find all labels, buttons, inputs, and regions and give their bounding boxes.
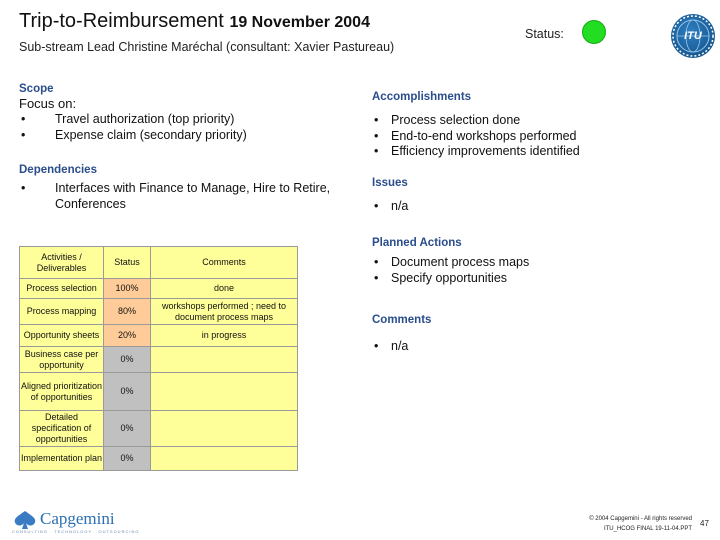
status-table: [19, 246, 298, 471]
comments-heading: Comments: [372, 314, 432, 326]
table-cell: Detailed specification of opportunities: [20, 411, 104, 447]
table-row: [20, 347, 298, 373]
table-cell: Implementation plan: [20, 447, 104, 471]
subtitle: Sub-stream Lead Christine Maréchal (consultant: Xavier Pastureau): [19, 40, 395, 54]
list-item: • Interfaces with Finance to Manage, Hire to Retire, Conferences: [19, 180, 339, 212]
capgemini-logo: [10, 508, 140, 534]
list-item: • Document process maps: [372, 255, 529, 271]
file-name: ITU_HCOG FINAL 19-11-04.PPT: [603, 526, 692, 532]
table-cell: [151, 447, 298, 471]
table-row: [20, 373, 298, 411]
scope-list: [19, 111, 339, 143]
table-cell: [151, 347, 298, 373]
table-cell: Opportunity sheets: [20, 325, 104, 347]
table-row: [20, 279, 298, 299]
table-row: [20, 411, 298, 447]
planned-actions-heading: Planned Actions: [372, 237, 462, 249]
dependencies-list: [19, 180, 339, 212]
table-cell: Business case per opportunity: [20, 347, 104, 373]
copyright-text: © 2004 Capgemini - All rights reserved: [589, 516, 692, 522]
table-header-row: [20, 247, 298, 279]
table-header: Status: [104, 247, 151, 279]
accomplishments-heading: Accomplishments: [372, 91, 472, 103]
table-header: Comments: [151, 247, 298, 279]
list-item: • Process selection done: [372, 113, 580, 129]
comments-list: [372, 339, 408, 355]
brand-tagline: CONSULTING . TECHNOLOGY . OUTSOURCING: [12, 529, 140, 534]
table-cell: [151, 373, 298, 411]
itu-logo-text: ITU: [684, 30, 702, 42]
table-cell: done: [151, 279, 298, 299]
table-cell: workshops performed ; need to document process maps: [151, 299, 298, 325]
table-row: [20, 299, 298, 325]
table-row: [20, 447, 298, 471]
table-cell: 0%: [104, 347, 151, 373]
list-item: • Expense claim (secondary priority): [19, 127, 339, 143]
table-cell: 100%: [104, 279, 151, 299]
planned-actions-list: [372, 255, 529, 286]
issues-list: [372, 199, 408, 215]
table-row: [20, 325, 298, 347]
table-cell: 0%: [104, 411, 151, 447]
spade-icon: [10, 510, 40, 530]
status-indicator: [582, 20, 606, 44]
table-cell: 0%: [104, 447, 151, 471]
table-cell: 20%: [104, 325, 151, 347]
list-item: • n/a: [372, 339, 408, 355]
table-cell: 0%: [104, 373, 151, 411]
itu-logo: [671, 14, 715, 58]
footer-info: [589, 514, 692, 534]
table-cell: Process selection: [20, 279, 104, 299]
table-cell: 80%: [104, 299, 151, 325]
table-header: Activities / Deliverables: [20, 247, 104, 279]
status-label: Status:: [525, 27, 564, 41]
slide-title: [19, 10, 370, 33]
scope-intro: Focus on:: [19, 96, 77, 111]
title-date: 19 November 2004: [229, 14, 370, 31]
list-item: • End-to-end workshops performed: [372, 129, 580, 145]
list-item: • Travel authorization (top priority): [19, 111, 339, 127]
table-cell: Process mapping: [20, 299, 104, 325]
list-item: • Efficiency improvements identified: [372, 144, 580, 160]
list-item: • n/a: [372, 199, 408, 215]
title-text: Trip-to-Reimbursement: [19, 10, 224, 32]
accomplishments-list: [372, 113, 580, 160]
table-cell: in progress: [151, 325, 298, 347]
list-item: • Specify opportunities: [372, 271, 529, 287]
page-number: 47: [700, 519, 709, 528]
table-cell: [151, 411, 298, 447]
table-cell: Aligned prioritization of opportunities: [20, 373, 104, 411]
brand-name: Capgemini: [40, 509, 115, 528]
scope-heading: Scope: [19, 83, 54, 95]
dependencies-heading: Dependencies: [19, 164, 97, 176]
issues-heading: Issues: [372, 177, 408, 189]
